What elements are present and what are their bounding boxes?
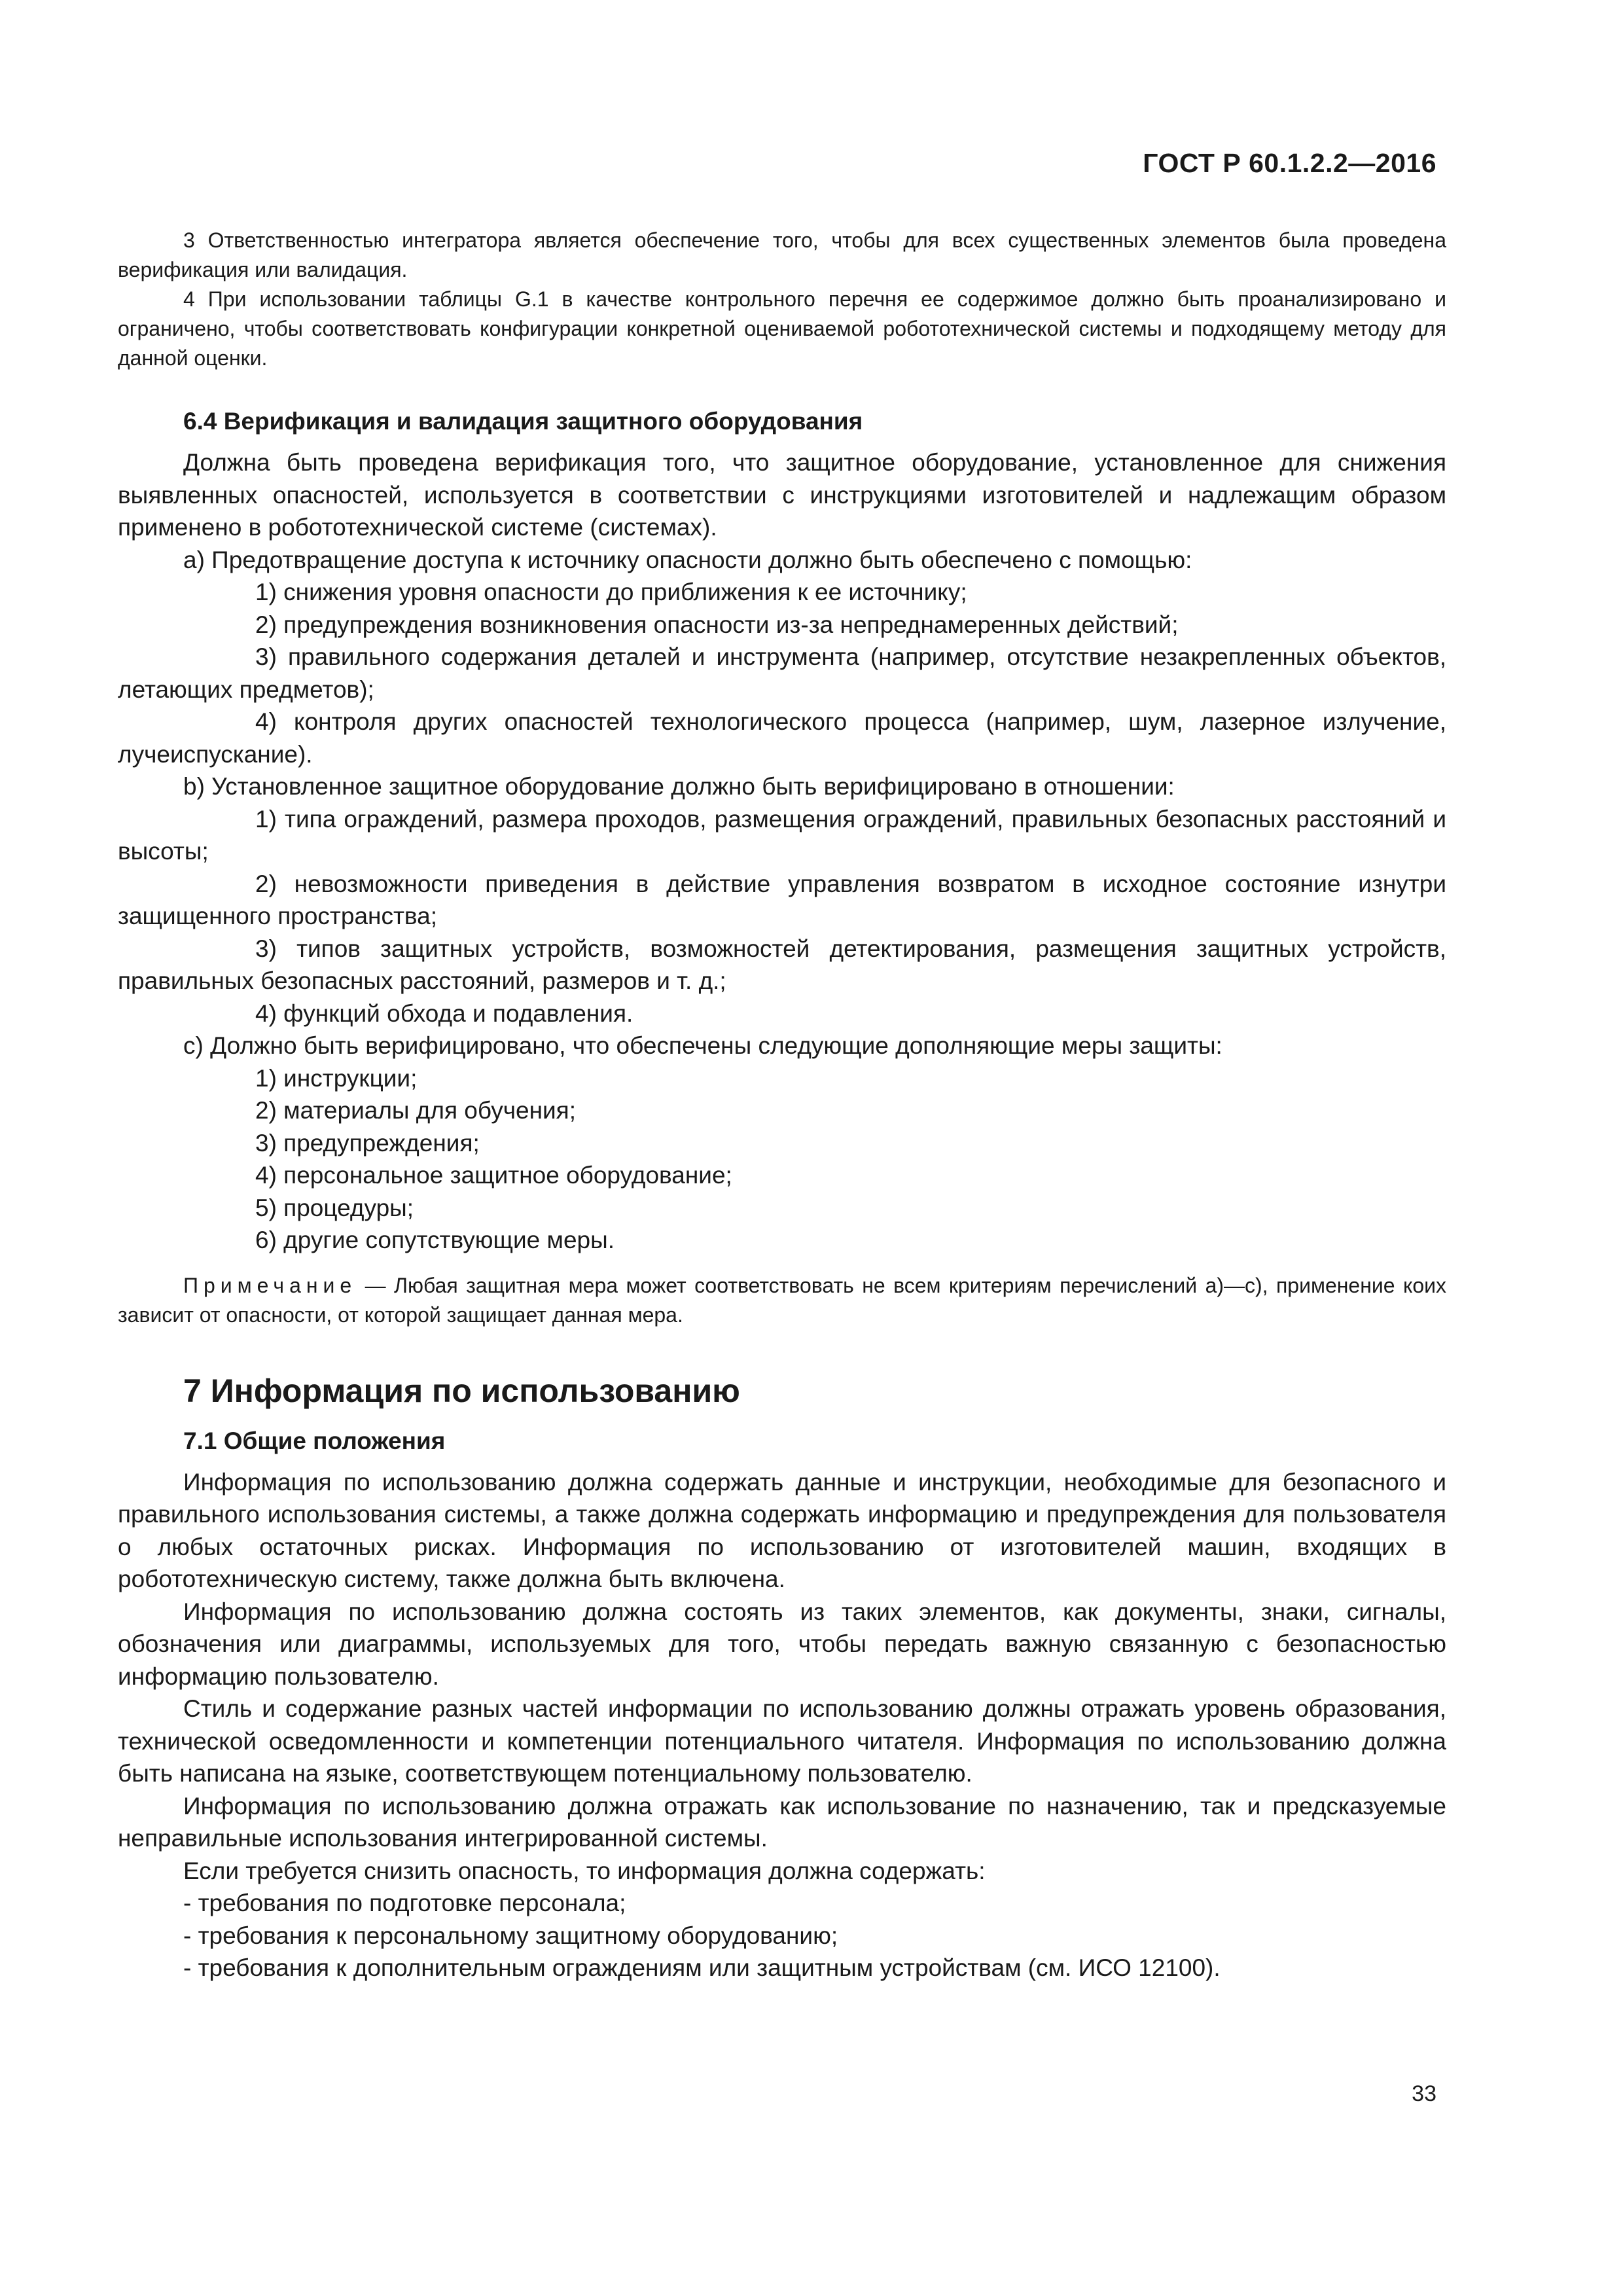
page-number: 33 [1412,2081,1436,2106]
section-7-1-heading: 7.1 Общие положения [183,1427,446,1454]
list-c-item-5: 5) процедуры; [255,1194,414,1221]
list-b-item-4: 4) функций обхода и подавления. [255,999,633,1027]
list-c-item-2: 2) материалы для обучения; [255,1097,576,1124]
section-6-4-note [118,1271,1446,1330]
list-a-item-1: 1) снижения уровня опасности до приближения к ее источнику; [255,579,967,605]
list-c-item-1: 1) инструкции; [255,1064,418,1092]
dash-item-1: - требования по подготовке персонала; [183,1890,626,1916]
page-body [118,226,1446,1984]
dash-item-2: - требования к персональному защитному оборудованию; [183,1922,838,1949]
list-c-item-3: 3) предупреждения; [255,1129,480,1157]
document-designation: ГОСТ Р 60.1.2.2—2016 [1143,148,1436,178]
list-c-item-6: 6) другие сопутствующие меры. [255,1227,615,1253]
section-7-paragraph-1: Информация по использованию должна содержать данные и инструкции, необходимые для безопасного и правильного использования системы, а также должна содержать информацию и предупреждения для пользователя о любых остаточных рисках. Информация по использованию от изготовителей машин, входящих в робототехническую систему, также должна быть включена. [118,1468,1446,1592]
section-7-paragraph-5: Если требуется снизить опасность, то информация должна содержать: [183,1857,986,1884]
section-7-paragraph-2: Информация по использованию должна состоять из таких элементов, как документы, знаки, сигналы, обозначения или диаграммы, используемых для того, чтобы передать важную связанную с безопасностью информацию пользователю. [118,1598,1446,1690]
section-6-4-intro: Должна быть проведена верификация того, что защитное оборудование, установленное для снижения выявленных опасностей, используется в соответствии с инструкциями изготовителей и надлежащим образом применено в робототехнической системе (системах). [118,449,1446,541]
note-text: — Любая защитная мера может соответствовать не всем критериям перечислений a)—c), применение коих зависит от опасности, от которой защищает данная мера. [118,1273,1446,1327]
section-7-heading: 7 Информация по использованию [183,1372,740,1409]
list-b-item-3: 3) типов защитных устройств, возможностей детектирования, размещения защитных устройств, правильных безопасных расстояний, размеров и т. д.; [118,935,1446,994]
section-6-4-heading: 6.4 Верификация и валидация защитного оборудования [183,408,863,435]
list-b-title: b) Установленное защитное оборудование должно быть верифицировано в отношении: [183,773,1175,800]
list-a-title: a) Предотвращение доступа к источнику опасности должно быть обеспечено с помощью: [183,546,1192,573]
dash-item-3: - требования к дополнительным ограждениям или защитным устройствам (см. ИСО 12100). [183,1954,1221,1981]
list-c-title: c) Должно быть верифицировано, что обеспечены следующие дополняющие меры защиты: [183,1032,1222,1059]
intro-note-3: 3 Ответственностью интегратора является обеспечение того, чтобы для всех существенных элементов была проведена верификация или валидация. [118,228,1446,281]
list-a-item-2: 2) предупреждения возникновения опасности из-за непреднамеренных действий; [255,611,1179,638]
list-b-item-2: 2) невозможности приведения в действие управления возвратом в исходное состояние изнутри защищенного пространства; [118,870,1446,929]
list-c-item-4: 4) персональное защитное оборудование; [255,1162,732,1189]
list-a-item-4: 4) контроля других опасностей технологического процесса (например, шум, лазерное излучение, лучеиспускание). [118,708,1446,768]
list-a-item-3: 3) правильного содержания деталей и инструмента (например, отсутствие незакрепленных объектов, летающих предметов); [118,643,1446,703]
list-b-item-1: 1) типа ограждений, размера проходов, размещения ограждений, правильных безопасных расстояний и высоты; [118,805,1446,865]
section-7-paragraph-4: Информация по использованию должна отражать как использование по назначению, так и предсказуемые неправильные использования интегрированной системы. [118,1792,1446,1852]
note-prefix: Примечание [183,1273,357,1297]
section-7-paragraph-3: Стиль и содержание разных частей информации по использованию должны отражать уровень образования, технической осведомленности и компетенции потенциального читателя. Информация по использованию должна быть написана на языке, соответствующем потенциальному пользователю. [118,1695,1446,1787]
intro-note-4: 4 При использовании таблицы G.1 в качестве контрольного перечня ее содержимое должно быть проанализировано и ограничено, чтобы соответствовать конфигурации конкретной оцениваемой робототехнической системы и подходящему методу для данной оценки. [118,287,1446,370]
